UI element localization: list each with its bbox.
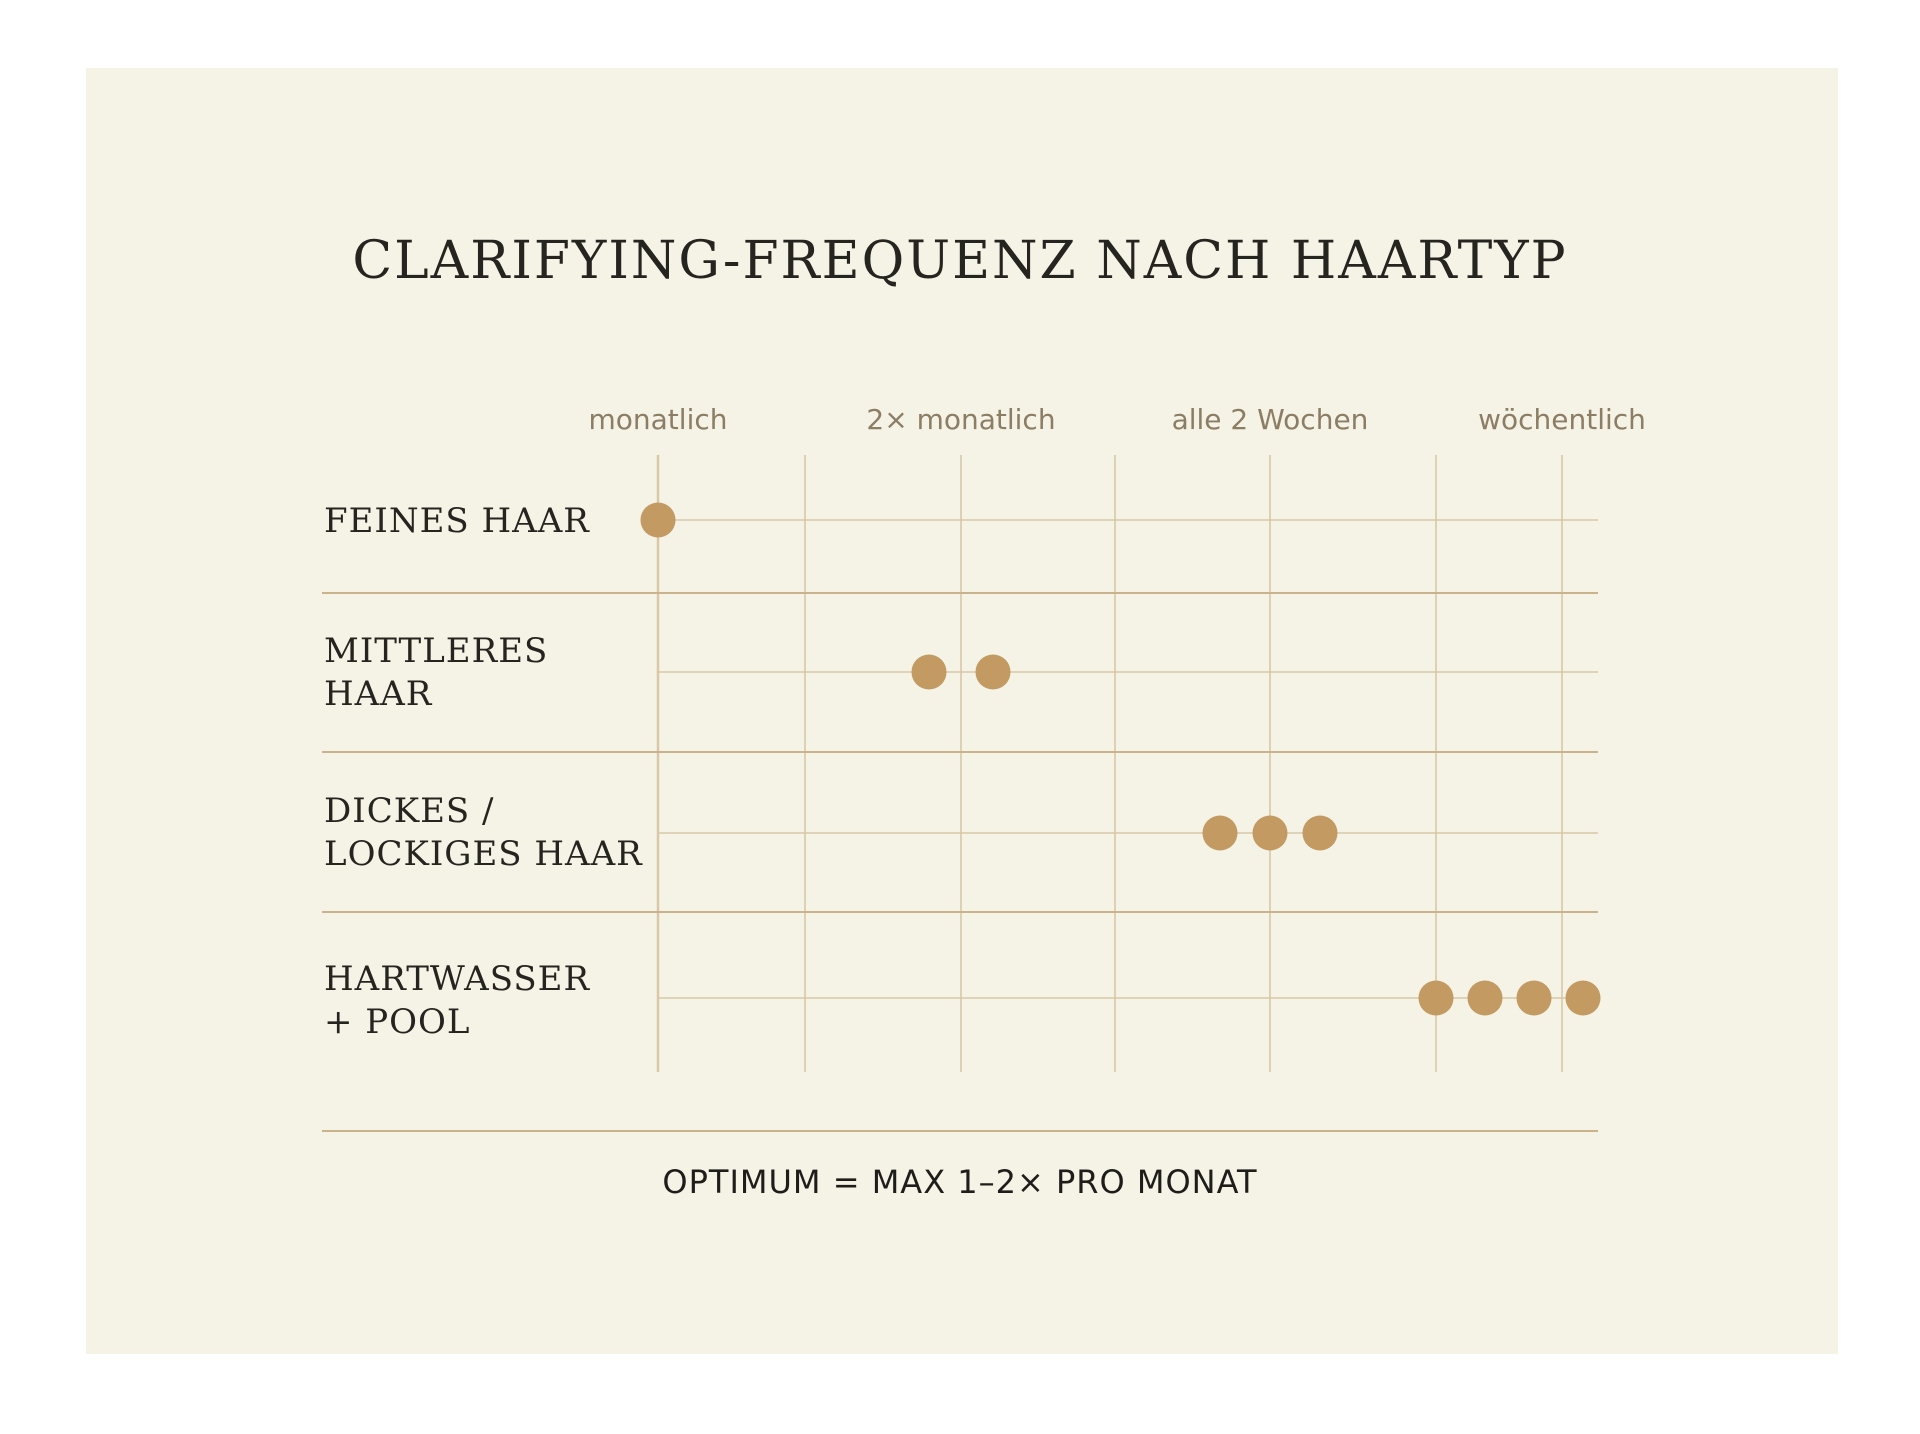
grid-lines: [322, 455, 1598, 1131]
column-label-monatlich: monatlich: [588, 403, 728, 436]
chart-title: CLARIFYING-FREQUENZ NACH HAARTYP: [352, 231, 1568, 291]
frequency-dot: [1468, 981, 1503, 1016]
row-label-hartwasser-pool: HARTWASSER + POOL: [324, 959, 591, 1042]
row-label-feines-haar: FEINES HAAR: [324, 501, 590, 541]
frequency-dot: [1253, 816, 1288, 851]
frequency-dots: [641, 503, 1601, 1016]
frequency-dot: [1303, 816, 1338, 851]
row-label-mittleres-haar: MITTLERES HAAR: [324, 631, 549, 714]
frequency-dot: [641, 503, 676, 538]
column-label-woechentlich: wöchentlich: [1478, 403, 1646, 436]
column-label-alle-2-wochen: alle 2 Wochen: [1171, 403, 1369, 436]
column-label-2x-monatlich: 2× monatlich: [866, 403, 1056, 436]
row-label-dickes-lockiges-haar: DICKES / LOCKIGES HAAR: [324, 791, 643, 874]
frequency-dot: [1203, 816, 1238, 851]
frequency-dot: [1517, 981, 1552, 1016]
frequency-dot: [1566, 981, 1601, 1016]
frequency-dot: [912, 655, 947, 690]
frequency-dot: [1419, 981, 1454, 1016]
footnote-optimum: OPTIMUM = MAX 1–2× PRO MONAT: [662, 1163, 1258, 1201]
frequency-dot: [976, 655, 1011, 690]
